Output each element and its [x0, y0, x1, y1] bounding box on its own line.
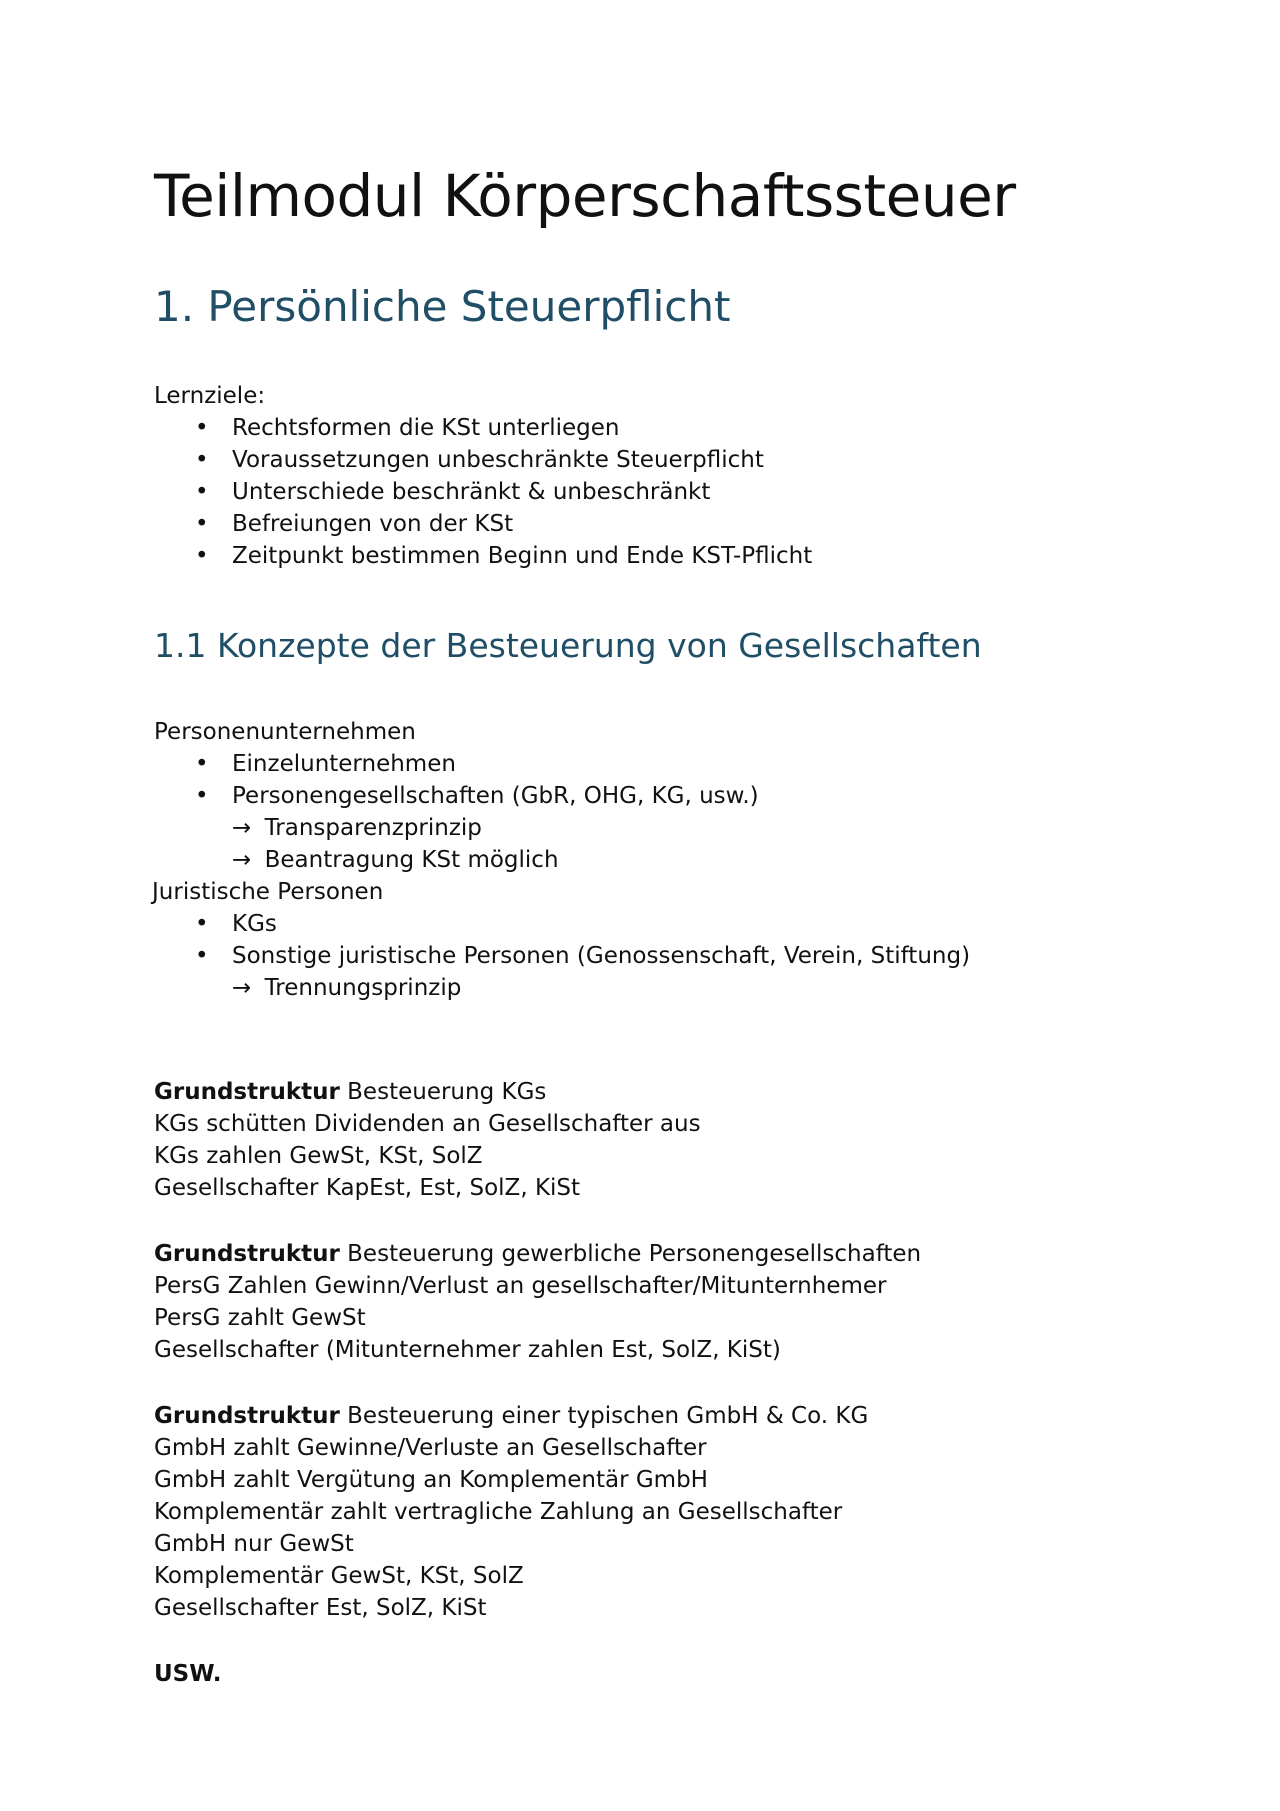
juristische-personen-label: Juristische Personen: [152, 879, 384, 905]
bullet-icon: •: [195, 911, 209, 937]
list-item-text: Personengesellschaften (GbR, OHG, KG, usw.): [232, 783, 759, 809]
grundstruktur-heading: [154, 1076, 546, 1108]
arrow-right-icon: →: [232, 847, 252, 873]
bullet-icon: •: [195, 783, 209, 809]
text-line: GmbH zahlt Vergütung an Komplementär GmbH: [154, 1467, 708, 1493]
section-heading-konzepte: 1.1 Konzepte der Besteuerung von Gesellschaften: [154, 626, 982, 665]
lernziele-label: Lernziele:: [154, 383, 266, 409]
text-line: Komplementär GewSt, KSt, SolZ: [154, 1563, 524, 1589]
list-item-text: KGs: [232, 911, 277, 937]
bullet-icon: •: [195, 415, 209, 441]
arrow-right-icon: →: [232, 815, 252, 841]
list-item-text: Rechtsformen die KSt unterliegen: [232, 415, 620, 441]
grundstruktur-bold: Grundstruktur: [154, 1403, 340, 1429]
list-item-text: Zeitpunkt bestimmen Beginn und Ende KST-Pflicht: [232, 543, 813, 569]
list-item-text: Unterschiede beschränkt & unbeschränkt: [232, 479, 711, 505]
usw-text: [154, 1658, 221, 1690]
grundstruktur-heading-rest: Besteuerung einer typischen GmbH & Co. KG: [339, 1403, 869, 1429]
grundstruktur-bold: Grundstruktur: [154, 1079, 340, 1105]
bullet-icon: •: [195, 751, 209, 777]
usw-bold: USW.: [154, 1661, 222, 1687]
grundstruktur-heading: [154, 1400, 868, 1432]
grundstruktur-heading-rest: Besteuerung gewerbliche Personengesellschaften: [339, 1241, 922, 1267]
text-line: KGs zahlen GewSt, KSt, SolZ: [154, 1143, 483, 1169]
grundstruktur-heading-rest: Besteuerung KGs: [339, 1079, 547, 1105]
text-line: Gesellschafter Est, SolZ, KiSt: [154, 1595, 487, 1621]
list-item-text: Sonstige juristische Personen (Genossenschaft, Verein, Stiftung): [232, 943, 971, 969]
text-line: Gesellschafter KapEst, Est, SolZ, KiSt: [154, 1175, 581, 1201]
text-line: PersG zahlt GewSt: [154, 1305, 366, 1331]
text-line: Gesellschafter (Mitunternehmer zahlen Est, SolZ, KiSt): [154, 1337, 781, 1363]
section-heading-persoenliche-steuerpflicht: 1. Persönliche Steuerpflicht: [154, 282, 731, 331]
text-line: PersG Zahlen Gewinn/Verlust an gesellschafter/Mitunternhemer: [154, 1273, 887, 1299]
personenunternehmen-label: Personenunternehmen: [154, 719, 416, 745]
text-line: GmbH zahlt Gewinne/Verluste an Gesellschafter: [154, 1435, 707, 1461]
arrow-note: [232, 844, 559, 876]
bullet-icon: •: [195, 943, 209, 969]
arrow-right-icon: →: [232, 975, 252, 1001]
list-item-text: Einzelunternehmen: [232, 751, 456, 777]
bullet-icon: •: [195, 543, 209, 569]
grundstruktur-heading: [154, 1238, 921, 1270]
text-line: GmbH nur GewSt: [154, 1531, 354, 1557]
text-line: Komplementär zahlt vertragliche Zahlung an Gesellschafter: [154, 1499, 843, 1525]
arrow-note-text: Beantragung KSt möglich: [264, 847, 559, 873]
list-item-text: Voraussetzungen unbeschränkte Steuerpflicht: [232, 447, 764, 473]
arrow-note: [232, 812, 482, 844]
arrow-note: [232, 972, 461, 1004]
document-title: Teilmodul Körperschaftssteuer: [154, 162, 1016, 230]
bullet-icon: •: [195, 447, 209, 473]
list-item-text: Befreiungen von der KSt: [232, 511, 514, 537]
bullet-icon: •: [195, 479, 209, 505]
arrow-note-text: Trennungsprinzip: [264, 975, 462, 1001]
arrow-note-text: Transparenzprinzip: [264, 815, 482, 841]
text-line: KGs schütten Dividenden an Gesellschafter aus: [154, 1111, 701, 1137]
bullet-icon: •: [195, 511, 209, 537]
grundstruktur-bold: Grundstruktur: [154, 1241, 340, 1267]
